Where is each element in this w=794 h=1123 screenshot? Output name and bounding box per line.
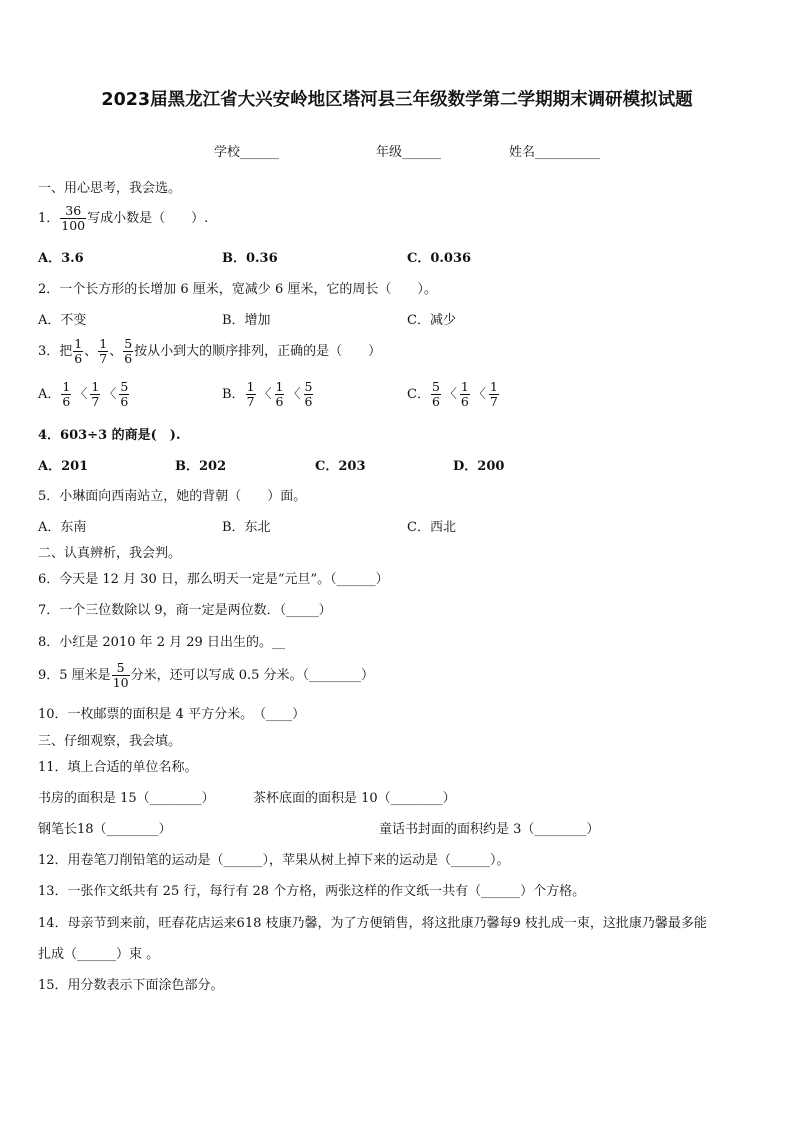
question-1-text: 写成小数是（ ）.	[87, 211, 209, 226]
q3-option-a: A． $\frac{1}{6}$ 〈 $\frac{1}{7}$ 〈 $\frac{5}{6}$	[38, 379, 129, 409]
q11-part-a: 书房的面积是 15（________）	[38, 791, 215, 806]
question-1-number: 1．	[38, 211, 60, 226]
q1-option-a: A．3.6	[38, 251, 84, 266]
q5-option-a: A．东南	[38, 520, 87, 535]
q2-option-c: C．减少	[407, 313, 456, 328]
question-14-line-1: 14．母亲节到来前，旺春花店运来618 枝康乃馨，为了方便销售，将这批康乃馨每9 枝扎成一束，这批康乃馨最多能	[38, 916, 707, 931]
section-heading-1: 一、用心思考，我会选。	[38, 181, 182, 196]
q4-option-b: B．202	[175, 459, 227, 474]
question-4: 4．603÷3 的商是( ).	[38, 428, 181, 443]
grade-field: 年级______	[376, 145, 442, 160]
q4-option-d: D．200	[453, 459, 505, 474]
name-field: 姓名__________	[509, 145, 601, 160]
q4-option-a: A．201	[38, 459, 89, 474]
page-title: 2023届黑龙江省大兴安岭地区塔河县三年级数学第二学期期末调研模拟试题	[101, 90, 693, 110]
fraction-1-6: $\frac{1}{6}$	[74, 336, 83, 366]
q4-option-c: C．203	[315, 459, 366, 474]
q5-option-b: B．东北	[222, 520, 271, 535]
q11-part-d: 童话书封面的面积约是 3（________）	[379, 822, 600, 837]
fraction-5-6: $\frac{5}{6}$	[124, 336, 133, 366]
question-2: 2．一个长方形的长增加 6 厘米，宽减少 6 厘米，它的周长（ ）。	[38, 282, 437, 297]
question-14-line-2: 扎成（______）束 。	[38, 947, 160, 962]
question-11: 11．填上合适的单位名称。	[38, 760, 198, 775]
fraction-5-10: $\frac{5}{10}$	[112, 660, 129, 690]
q3-option-b: B． $\frac{1}{7}$ 〈 $\frac{1}{6}$ 〈 $\frac{5}{6}$	[222, 379, 313, 409]
fraction-1-7: $\frac{1}{7}$	[99, 336, 108, 366]
q2-option-a: A．不变	[38, 313, 87, 328]
section-heading-3: 三、仔细观察，我会填。	[38, 734, 182, 749]
school-field: 学校______	[214, 145, 280, 160]
q3-option-c: C． $\frac{5}{6}$ 〈 $\frac{1}{6}$ 〈 $\frac{1}{7}$	[407, 379, 498, 409]
q11-part-b: 茶杯底面的面积是 10（________）	[253, 791, 456, 806]
question-1	[38, 204, 208, 233]
q1-option-b: B．0.36	[222, 251, 278, 266]
question-13: 13．一张作文纸共有 25 行，每行有 28 个方格，两张这样的作文纸一共有（______）个方格。	[38, 884, 586, 899]
q2-option-b: B．增加	[222, 313, 271, 328]
question-8: 8．小红是 2010 年 2 月 29 日出生的。__	[38, 635, 285, 650]
q1-option-c: C．0.036	[407, 251, 472, 266]
question-12: 12．用卷笔刀削铅笔的运动是（______），苹果从树上掉下来的运动是（______）。	[38, 853, 510, 868]
q11-part-c: 钢笔长18（________）	[38, 822, 172, 837]
question-5: 5．小琳面向西南站立，她的背朝（ ）面。	[38, 489, 307, 504]
fraction-36-100: $\frac{36}{100}$	[61, 203, 86, 233]
question-10: 10．一枚邮票的面积是 4 平方分米。 （____）	[38, 707, 306, 722]
question-15: 15．用分数表示下面涂色部分。	[38, 978, 224, 993]
question-3: 3．把 $\frac{1}{6}$ 、 $\frac{1}{7}$ 、 $\frac{5}{6}$ 按从小到大的顺序排列，正确的是（ ）	[38, 336, 382, 366]
question-6: 6．今天是 12 月 30 日，那么明天一定是“元旦”。（______）	[38, 572, 389, 587]
section-heading-2: 二、认真辨析，我会判。	[38, 546, 182, 561]
q5-option-c: C．西北	[407, 520, 456, 535]
question-7: 7．一个三位数除以 9，商一定是两位数．（_____）	[38, 603, 332, 618]
question-9: 9．5 厘米是 $\frac{5}{10}$ 分米，还可以写成 0.5 分米。（________）	[38, 660, 375, 690]
